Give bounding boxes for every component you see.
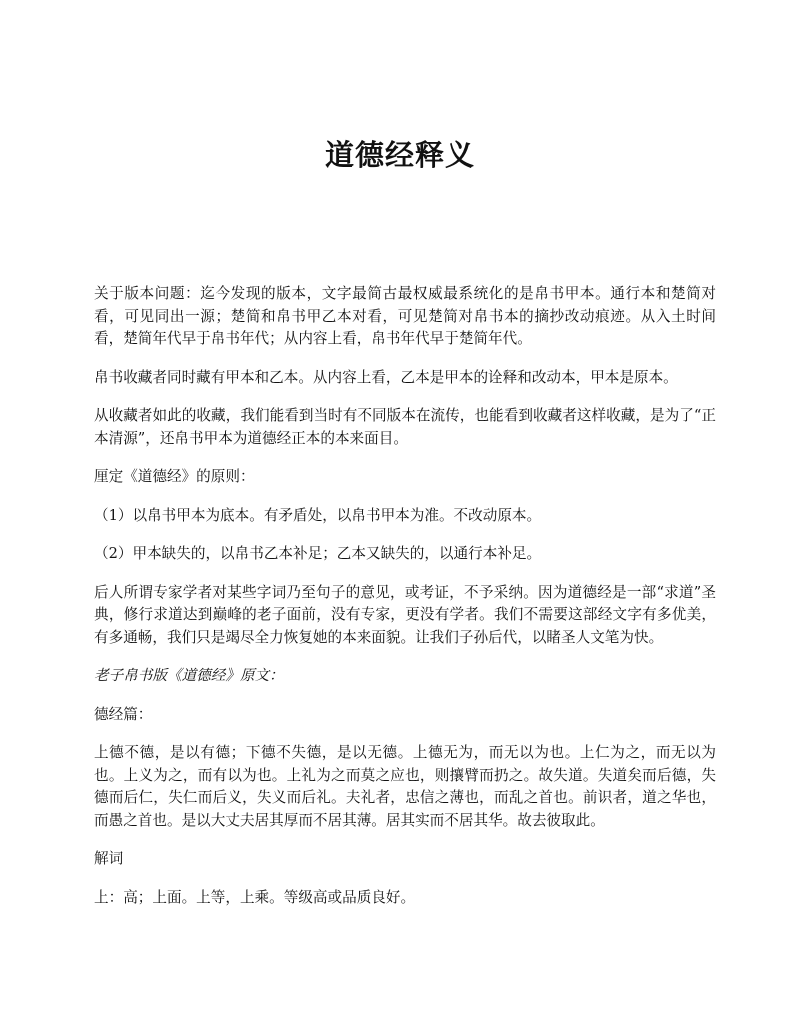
paragraph-collector: 帛书收藏者同时藏有甲本和乙本。从内容上看，乙本是甲本的诠释和改动本，甲本是原本。	[94, 368, 678, 386]
page-title: 道德经释义	[324, 138, 475, 172]
paragraph-principle-2: （2）甲本缺失的，以帛书乙本补足；乙本又缺失的，以通行本补足。	[94, 545, 542, 562]
paragraph-collection-purpose: 从收藏者如此的收藏，我们能看到当时有不同版本在流传，也能看到收藏者这样收藏，是为了“正本清源”，还帛书甲本为道德经正本的本来面目。	[94, 407, 716, 447]
paragraph-scholars: 后人所谓专家学者对某些字词乃至句子的意见，或考证，不予采纳。因为道德经是一部“求道”圣典，修行求道达到巅峰的老子面前，没有专家，更没有学者。我们不需要这部经文字有多优美，有多通畅，我们只是竭尽全力恢复她的本来面貌。让我们子孙后代，以睹圣人文笔为快。	[94, 583, 716, 646]
paragraph-version-issue: 关于版本问题：迄今发现的版本，文字最简古最权威最系统化的是帛书甲本。通行本和楚简对看，可见同出一源；楚简和帛书甲乙本对看，可见楚简对帛书本的摘抄改动痕迹。从入土时间看，楚简年代早于帛书年代；从内容上看，帛书年代早于楚简年代。	[94, 285, 716, 347]
paragraph-glossary-heading: 解词	[94, 850, 124, 867]
paragraph-original-text-heading: 老子帛书版《道德经》原文：	[94, 667, 284, 684]
paragraph-glossary-entry: 上：高；上面。上等，上乘。等级高或品质良好。	[94, 888, 416, 906]
paragraph-de-jing-text: 上德不德，是以有德；下德不失德，是以无德。上德无为，而无以为也。上仁为之，而无以为也。上义为之，而有以为也。上礼为之而莫之应也，则攘臂而扔之。故失道。失道矣而后德，失德而后仁，失仁而后义，失义而后礼。夫礼者，忠信之薄也，而乱之首也。前识者，道之华也，而愚之首也。是以大丈夫居其厚而不居其薄。居其实而不居其华。故去彼取此。	[94, 744, 716, 829]
paragraph-principles-heading: 厘定《道德经》的原则：	[94, 468, 255, 485]
paragraph-principle-1: （1）以帛书甲本为底本。有矛盾处，以帛书甲本为准。不改动原本。	[94, 506, 542, 524]
document-body	[94, 283, 716, 925]
paragraph-de-jing-heading: 德经篇：	[94, 705, 153, 723]
